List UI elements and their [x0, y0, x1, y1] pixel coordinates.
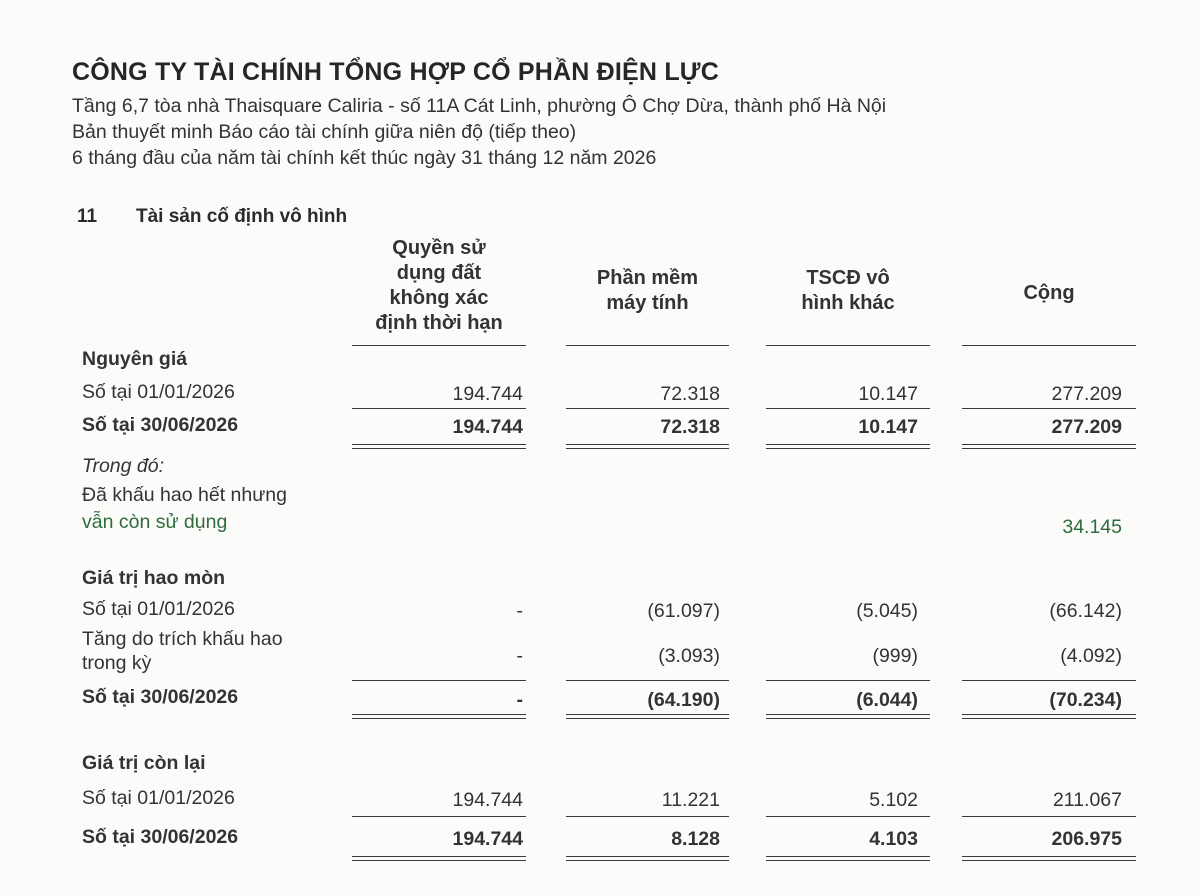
- dep-charge-land: -: [516, 645, 523, 667]
- column-header-line: TSCĐ vô: [806, 267, 890, 289]
- net-closing-other: 4.103: [869, 828, 918, 850]
- column-header-line: dụng đất: [396, 262, 482, 284]
- dep-opening-land: -: [516, 600, 523, 622]
- company-name: CÔNG TY TÀI CHÍNH TỔNG HỢP CỔ PHẦN ĐIỆN LỰC: [72, 58, 719, 86]
- column-header-line: định thời hạn: [375, 312, 503, 334]
- total-double-rule: [566, 856, 729, 861]
- fully-depreciated-total: 34.145: [1062, 516, 1122, 538]
- column-header-land-use-rights: [352, 236, 526, 336]
- cost-opening-total: 277.209: [1051, 383, 1122, 405]
- cost-opening-land: 194.744: [452, 383, 523, 405]
- header-underline: [962, 345, 1136, 346]
- dep-opening-software: (61.097): [647, 600, 720, 622]
- dep-charge-label-line1: Tăng do trích khấu hao: [82, 628, 283, 650]
- header-underline: [352, 345, 526, 346]
- dep-charge-other: (999): [872, 645, 918, 667]
- total-double-rule: [766, 444, 930, 449]
- cost-closing-land: 194.744: [452, 416, 523, 438]
- net-heading: Giá trị còn lại: [82, 752, 206, 774]
- dep-opening-label: Số tại 01/01/2026: [82, 598, 235, 620]
- cost-closing-total: 277.209: [1051, 416, 1122, 438]
- cost-closing-software: 72.318: [660, 416, 720, 438]
- net-opening-total: 211.067: [1052, 789, 1122, 811]
- net-opening-land: 194.744: [452, 789, 523, 811]
- total-double-rule: [962, 856, 1136, 861]
- subtotal-rule: [352, 408, 526, 409]
- subtotal-rule: [566, 816, 729, 817]
- subtotal-rule: [352, 816, 526, 817]
- total-double-rule: [566, 444, 729, 449]
- total-double-rule: [352, 714, 526, 719]
- dep-charge-total: (4.092): [1060, 645, 1122, 667]
- dep-closing-land: -: [516, 689, 523, 711]
- company-address: Tầng 6,7 tòa nhà Thaisquare Caliria - số 11A Cát Linh, phường Ô Chợ Dừa, thành phố Hà Nội: [72, 95, 887, 117]
- total-double-rule: [352, 444, 526, 449]
- subtotal-rule: [962, 680, 1136, 681]
- dep-charge-software: (3.093): [658, 645, 720, 667]
- dep-opening-other: (5.045): [856, 600, 918, 622]
- net-closing-software: 8.128: [671, 828, 720, 850]
- subtotal-rule: [566, 680, 729, 681]
- report-period: 6 tháng đầu của năm tài chính kết thúc ngày 31 tháng 12 năm 2026: [72, 147, 657, 169]
- fully-depreciated-label-line2: vẫn còn sử dụng: [82, 511, 228, 533]
- section-number: 11: [77, 206, 98, 227]
- column-header-software: [566, 266, 729, 316]
- fully-depreciated-label-line1: Đã khấu hao hết nhưng: [82, 484, 287, 506]
- subtotal-rule: [766, 680, 930, 681]
- cost-opening-other: 10.147: [858, 383, 918, 405]
- dep-charge-label: [82, 627, 283, 675]
- of-which-label: Trong đó:: [82, 455, 165, 477]
- total-double-rule: [766, 714, 930, 719]
- net-closing-land: 194.744: [452, 828, 523, 850]
- dep-closing-total: (70.234): [1049, 689, 1122, 711]
- column-header-line: không xác: [389, 287, 489, 309]
- subtotal-rule: [766, 408, 930, 409]
- net-opening-label: Số tại 01/01/2026: [82, 787, 235, 809]
- column-header-line: Phần mềm: [596, 267, 699, 289]
- depreciation-heading: Giá trị hao mòn: [82, 567, 226, 589]
- subtotal-rule: [566, 408, 729, 409]
- net-closing-label: Số tại 30/06/2026: [82, 826, 239, 848]
- dep-charge-label-line2: trong kỳ: [82, 652, 152, 674]
- report-title: Bản thuyết minh Báo cáo tài chính giữa niên độ (tiếp theo): [72, 121, 577, 143]
- column-header-other-intangibles: [766, 266, 930, 316]
- column-header-total: [962, 281, 1136, 306]
- header-underline: [566, 345, 729, 346]
- cost-opening-software: 72.318: [660, 383, 720, 405]
- net-opening-other: 5.102: [869, 789, 918, 811]
- subtotal-rule: [962, 408, 1136, 409]
- total-double-rule: [352, 856, 526, 861]
- dep-closing-other: (6.044): [856, 689, 918, 711]
- section-title: Tài sản cố định vô hình: [136, 206, 348, 227]
- cost-closing-label: Số tại 30/06/2026: [82, 414, 239, 436]
- column-header-line: Quyền sử: [392, 237, 486, 259]
- column-header-line: máy tính: [606, 292, 689, 314]
- column-header-line: hình khác: [801, 292, 895, 314]
- cost-opening-label: Số tại 01/01/2026: [82, 381, 235, 403]
- dep-opening-total: (66.142): [1049, 600, 1122, 622]
- total-double-rule: [962, 444, 1136, 449]
- subtotal-rule: [962, 816, 1136, 817]
- dep-closing-label: Số tại 30/06/2026: [82, 686, 239, 708]
- net-opening-software: 11.221: [661, 789, 720, 811]
- total-double-rule: [566, 714, 729, 719]
- cost-heading: Nguyên giá: [82, 348, 188, 370]
- header-underline: [766, 345, 930, 346]
- dep-closing-software: (64.190): [647, 689, 720, 711]
- total-double-rule: [766, 856, 930, 861]
- column-header-line: Cộng: [1023, 282, 1075, 304]
- net-closing-total: 206.975: [1051, 828, 1122, 850]
- cost-closing-other: 10.147: [858, 416, 918, 438]
- subtotal-rule: [766, 816, 930, 817]
- total-double-rule: [962, 714, 1136, 719]
- subtotal-rule: [352, 680, 526, 681]
